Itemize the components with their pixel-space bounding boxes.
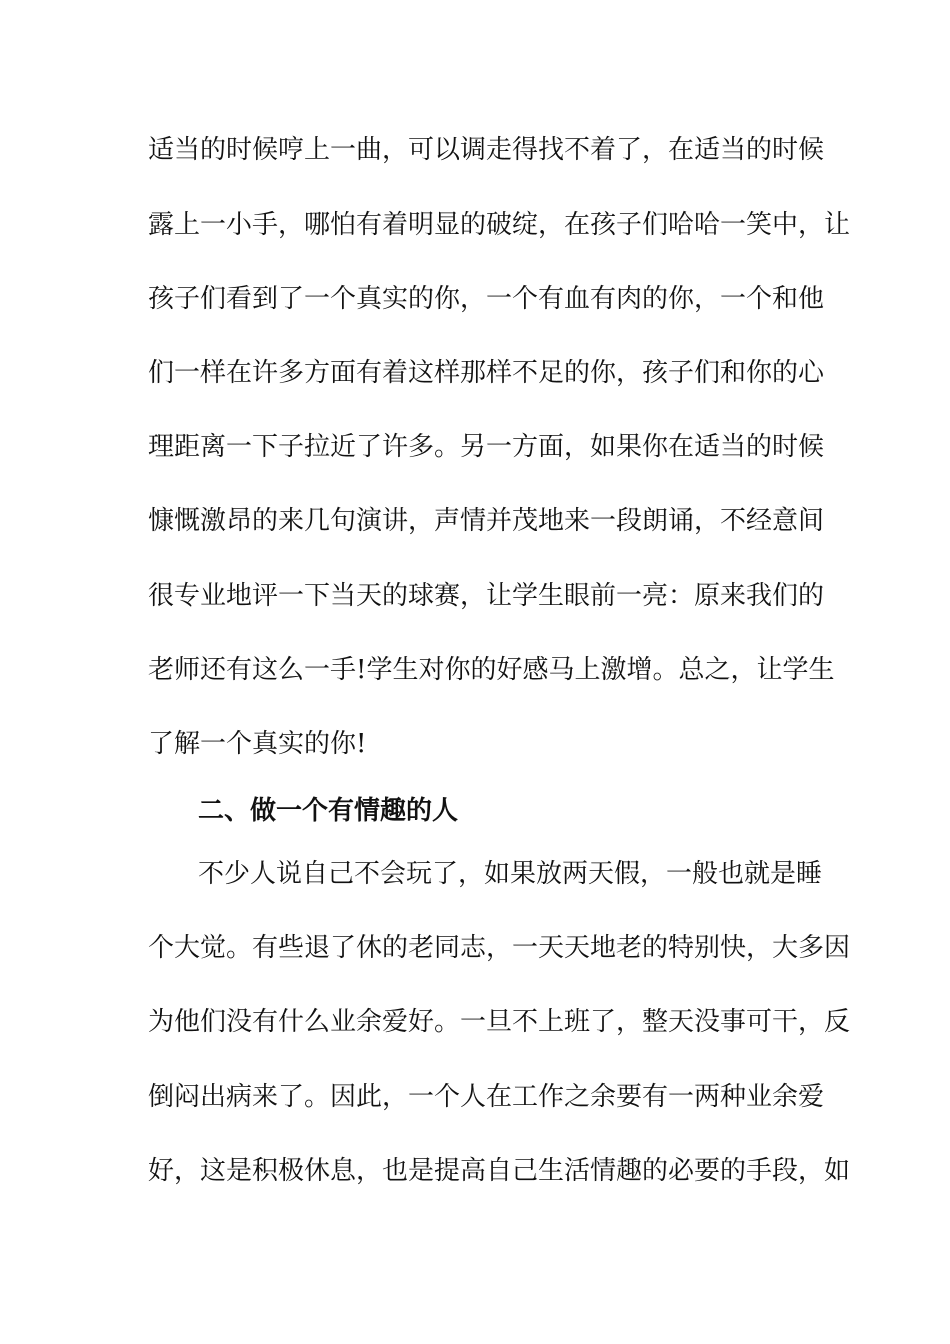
paragraph-line: 不少人说自己不会玩了，如果放两天假，一般也就是睡 <box>198 859 823 889</box>
paragraph-line: 很专业地评一下当天的球赛，让学生眼前一亮：原来我们的 <box>148 581 825 611</box>
paragraph-line: 理距离一下子拉近了许多。另一方面，如果你在适当的时候 <box>148 432 825 462</box>
paragraph-line: 个大觉。有些退了休的老同志，一天天地老的特别快，大多因 <box>148 933 851 963</box>
paragraph-line: 老师还有这么一手!学生对你的好感马上激增。总之，让学生 <box>148 655 835 685</box>
paragraph-line: 慷慨激昂的来几句演讲，声情并茂地来一段朗诵，不经意间 <box>148 506 825 536</box>
section-heading: 二、做一个有情趣的人 <box>198 796 459 826</box>
paragraph-line: 了解一个真实的你! <box>148 729 367 759</box>
paragraph-line: 们一样在许多方面有着这样那样不足的你，孩子们和你的心 <box>148 358 825 388</box>
paragraph-line: 适当的时候哼上一曲，可以调走得找不着了，在适当的时候 <box>148 135 825 165</box>
paragraph-line: 好，这是积极休息，也是提高自己生活情趣的必要的手段，如 <box>148 1156 851 1186</box>
paragraph-line: 孩子们看到了一个真实的你，一个有血有肉的你，一个和他 <box>148 284 825 314</box>
paragraph-line: 露上一小手，哪怕有着明显的破绽，在孩子们哈哈一笑中，让 <box>148 210 851 240</box>
paragraph-line: 倒闷出病来了。因此，一个人在工作之余要有一两种业余爱 <box>148 1082 825 1112</box>
paragraph-line: 为他们没有什么业余爱好。一旦不上班了，整天没事可干，反 <box>148 1007 851 1037</box>
